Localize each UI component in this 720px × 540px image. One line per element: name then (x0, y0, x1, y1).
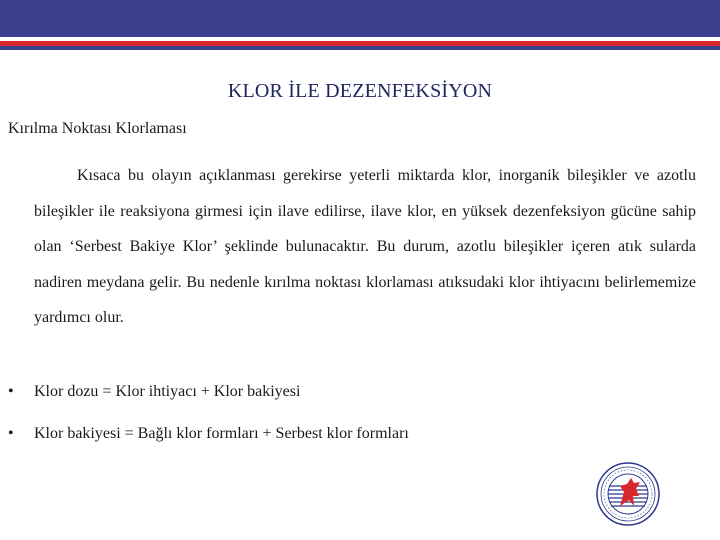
bullet-item (8, 383, 300, 401)
bullet-text: Klor bakiyesi = Bağlı klor formları + Serbest klor formları (34, 425, 409, 442)
slide-title: KLOR İLE DEZENFEKSİYON (227, 80, 493, 102)
bullet-text: Klor dozu = Klor ihtiyacı + Klor bakiyesi (34, 383, 301, 400)
bullet-icon: • (8, 383, 14, 400)
bullet-icon: • (8, 425, 14, 442)
bullet-item (8, 425, 409, 443)
header-blue-stripe (0, 46, 720, 50)
body-paragraph: Kısaca bu olayın açıklanması gerekirse yeterli miktarda klor, inorganik bileşikler ve azotlu bileşikler ile reaksiyona girmesi için ilave edilirse, ilave klor, en yüksek dezenfeksiyon gücüne sahip olan ‘Serbest Bakiye Klor’ şeklinde bulunacaktır. Bu durum, azotlu bileşikler içeren atık sularda nadiren meydana gelir. Bu nedenle kırılma noktası klorlaması atıksudaki klor ihtiyacını belirlememize yardımcı olur. (34, 167, 696, 327)
university-seal-icon (596, 462, 660, 526)
header-band (0, 0, 720, 37)
slide-subtitle: Kırılma Noktası Klorlaması (8, 120, 187, 137)
